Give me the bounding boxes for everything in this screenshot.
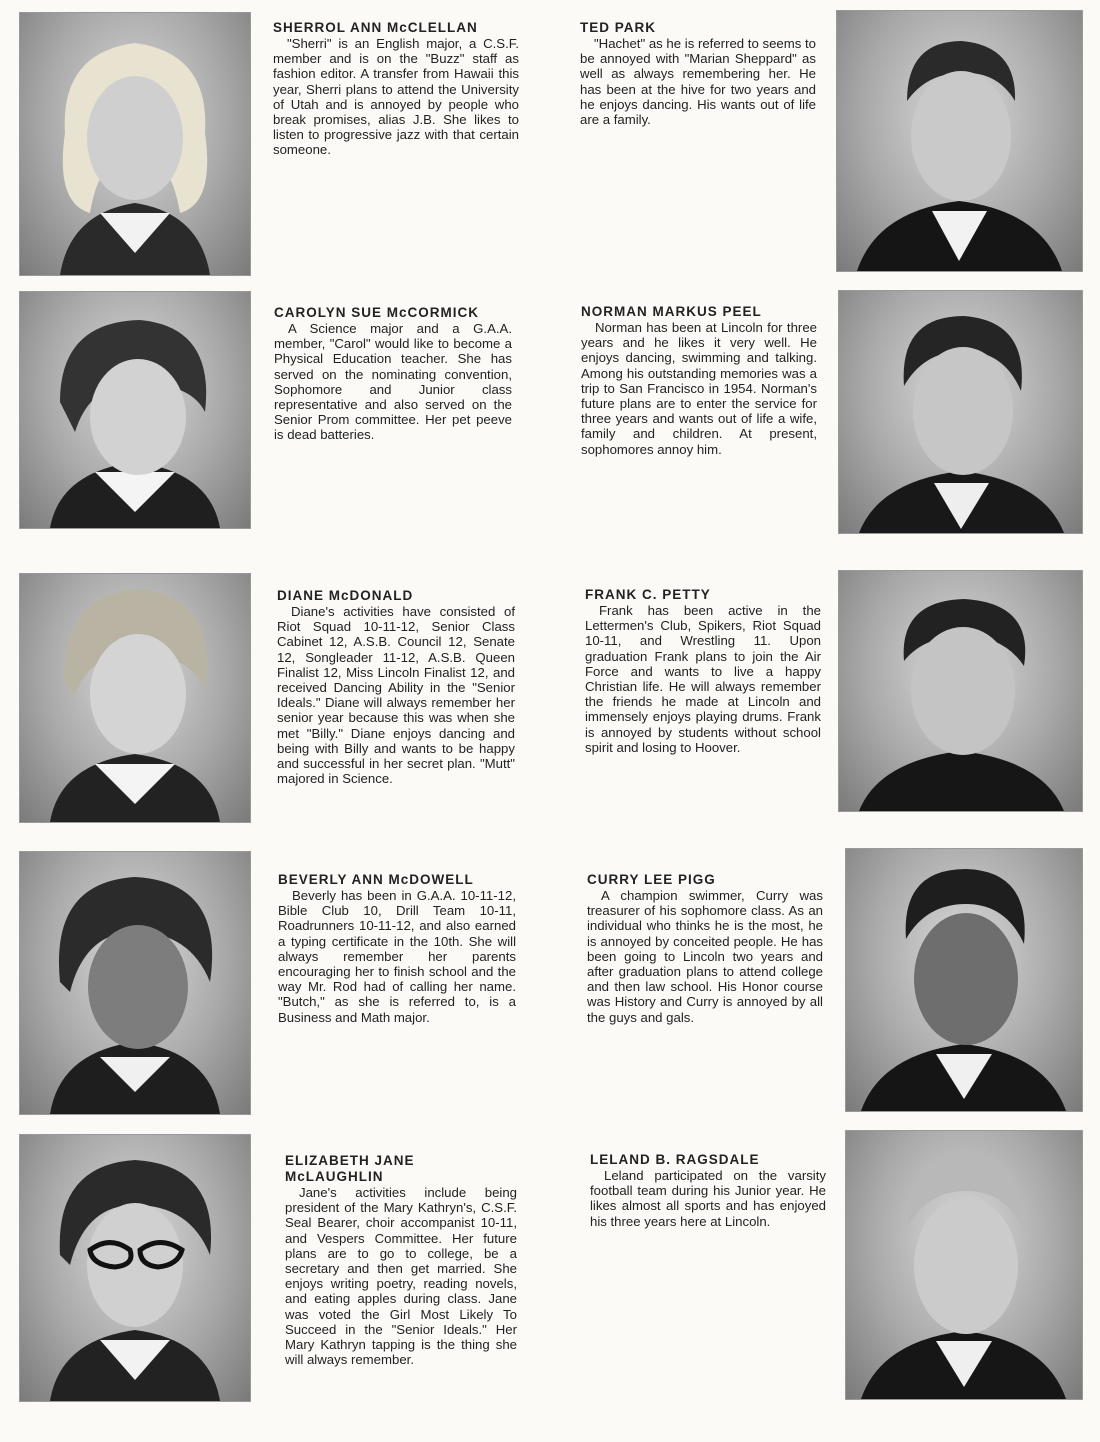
student-name: DIANE McDONALD [277,588,414,603]
portrait-photo [19,851,251,1115]
student-entry [285,1153,517,1367]
student-name: CAROLYN SUE McCORMICK [274,305,480,320]
student-name: TED PARK [580,20,657,35]
student-name: NORMAN MARKUS PEEL [581,304,762,319]
student-name: CURRY LEE PIGG [587,872,716,887]
portrait-photo [838,290,1083,534]
student-bio: A Science major and a G.A.A. member, "Carol" would like to become a Physical Education teacher. She has served on the nominating convention, Sophomore and Junior class representative and also served on the Senior Prom committee. Her pet peeve is dead batteries. [274,321,512,443]
student-entry [274,305,512,443]
portrait-photo [19,1134,251,1402]
student-bio: "Sherri" is an English major, a C.S.F. member and is on the "Buzz" staff as fashion editor. A transfer from Hawaii this year, Sherri plans to attend the University of Utah and is annoyed by people who break promises, alias J.B. She likes to listen to progressive jazz with that certain someone. [273,36,519,158]
portrait-photo [845,1130,1083,1400]
student-name: ELIZABETH JANE McLAUGHLIN [285,1153,415,1184]
portrait-photo [838,570,1083,812]
portrait-image [846,1131,1082,1399]
student-entry [273,20,519,158]
portrait-image [20,292,250,528]
student-bio: "Hachet" as he is referred to seems to be annoyed with "Marian Sheppard" as well as always remembering her. He has been at the hive for two years and he enjoys dancing. His wants out of life are a family. [580,36,816,128]
portrait-image [20,852,250,1114]
student-bio: A champion swimmer, Curry was treasurer of his sophomore class. As an individual who thinks he is the most, he is annoyed by conceited people. He has been going to Lincoln two years and after graduation plans to attend college and then law school. His Honor course was History and Curry is annoyed by all the guys and gals. [587,888,823,1025]
portrait-photo [19,291,251,529]
student-entry [587,872,823,1025]
portrait-image [839,291,1082,533]
portrait-image [837,11,1082,271]
student-name: BEVERLY ANN McDOWELL [278,872,474,887]
student-bio: Jane's activities include being president of the Mary Kathryn's, C.S.F. Seal Bearer, choir accompanist 10-11, and Vespers Committee. Her future plans are to go to college, be a secretary and then get married. She enjoys writing poetry, reading novels, and eating apples during class. Jane was voted the Girl Most Likely To Succeed in the "Senior Ideals." Her Mary Kathryn tapping is the thing she will always remember. [285,1185,517,1368]
portrait-photo [845,848,1083,1112]
student-name: SHERROL ANN McCLELLAN [273,20,478,35]
student-entry [585,587,821,755]
portrait-image [20,574,250,822]
student-entry [580,20,816,127]
student-entry [590,1152,826,1229]
student-bio: Norman has been at Lincoln for three years and he likes it very well. He enjoys dancing, swimming and talking. Among his outstanding memories was a trip to San Francisco in 1954. Norman's future plans are to enter the service for three years and wants out of life a wife, family and children. At present, sophomores annoy him. [581,320,817,457]
student-name: FRANK C. PETTY [585,587,711,602]
portrait-image [846,849,1082,1111]
student-bio: Leland participated on the varsity football team during his Junior year. He likes almost all sports and has enjoyed his three years here at Lincoln. [590,1168,826,1229]
portrait-image [839,571,1082,811]
portrait-image [20,1135,250,1401]
student-bio: Frank has been active in the Lettermen's Club, Spikers, Riot Squad 10-11, and Wrestling 11. Upon graduation Frank plans to join the Air Force and wants to live a happy Christian life. He will always remember the friends he made at Lincoln and immensely enjoys playing drums. Frank is annoyed by students without school spirit and losing to Hoover. [585,603,821,755]
portrait-photo [19,12,251,276]
student-entry [277,588,515,786]
student-bio: Diane's activities have consisted of Riot Squad 10-11-12, Senior Class Cabinet 12, A.S.B. Council 12, Senate 12, Songleader 11-12, A.S.B. Queen Finalist 12, Miss Lincoln Finalist 12, and received Dancing Ability in the "Senior Ideals." Diane will always remember her senior year because this was when she met "Billy." Diane enjoys dancing and being with Billy and wants to be happy and successful in her secret plan. "Mutt" majored in Science. [277,604,515,787]
student-name: LELAND B. RAGSDALE [590,1152,760,1167]
student-bio: Beverly has been in G.A.A. 10-11-12, Bible Club 10, Drill Team 10-11, Roadrunners 10-11-12, and also earned a typing certificate in the 10th. She will always remember her parents encouraging her to finish school and the way Mr. Rod had of calling her name. "Butch," as she is referred to, is a Business and Math major. [278,888,516,1025]
portrait-photo [19,573,251,823]
portrait-photo [836,10,1083,272]
student-entry [278,872,516,1025]
portrait-image [20,13,250,275]
student-entry [581,304,817,457]
